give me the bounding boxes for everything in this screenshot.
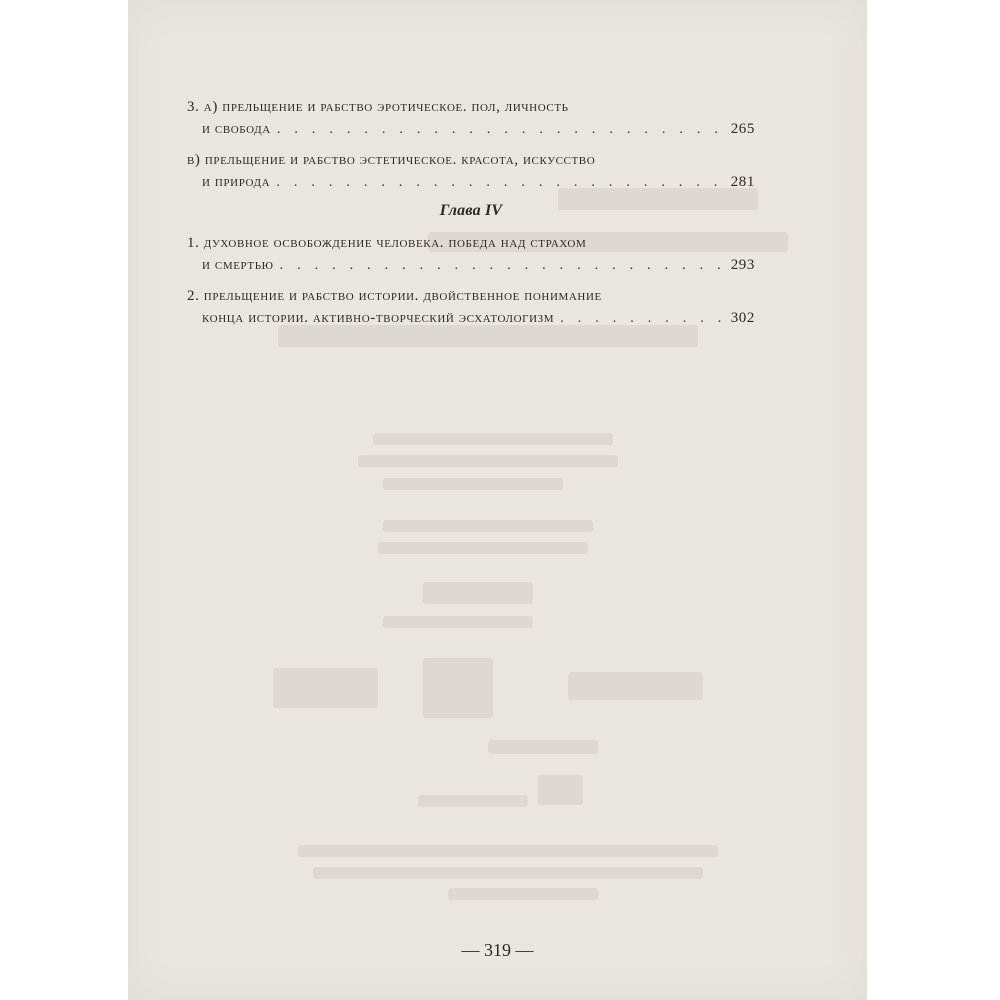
page-number-footer: — 319 — [461,940,534,960]
chapter-heading: Глава IV [439,202,503,219]
toc-entry-title: 3. а) прельщение и рабство эротическое. пол, личность [187,99,569,115]
toc-entry-title: в) прельщение и рабство эстетическое. красота, искусство [187,152,596,168]
dot-leader [280,254,725,276]
table-of-contents [187,96,755,338]
toc-entry [187,96,755,140]
dot-leader [560,307,725,329]
toc-entry-title-cont: и смертью [202,257,274,273]
toc-entry-title-cont: и природа [202,174,271,190]
toc-page-number: 302 [730,310,755,326]
dot-leader [277,118,725,140]
toc-entry-title: 1. духовное освобождение человека. победа над страхом [187,235,587,251]
toc-entry [187,285,755,329]
toc-entry [187,232,755,276]
book-page [128,0,867,1000]
dot-leader [276,171,724,193]
toc-page-number: 265 [730,121,755,137]
toc-entry-title-cont: конца истории. активно-творческий эсхатологизм [202,310,555,326]
toc-page-number: 281 [730,174,755,190]
toc-page-number: 293 [730,257,755,273]
toc-entry [187,149,755,193]
toc-entry-title: 2. прельщение и рабство истории. двойственное понимание [187,288,602,304]
toc-entry-title-cont: и свобода [202,121,271,137]
